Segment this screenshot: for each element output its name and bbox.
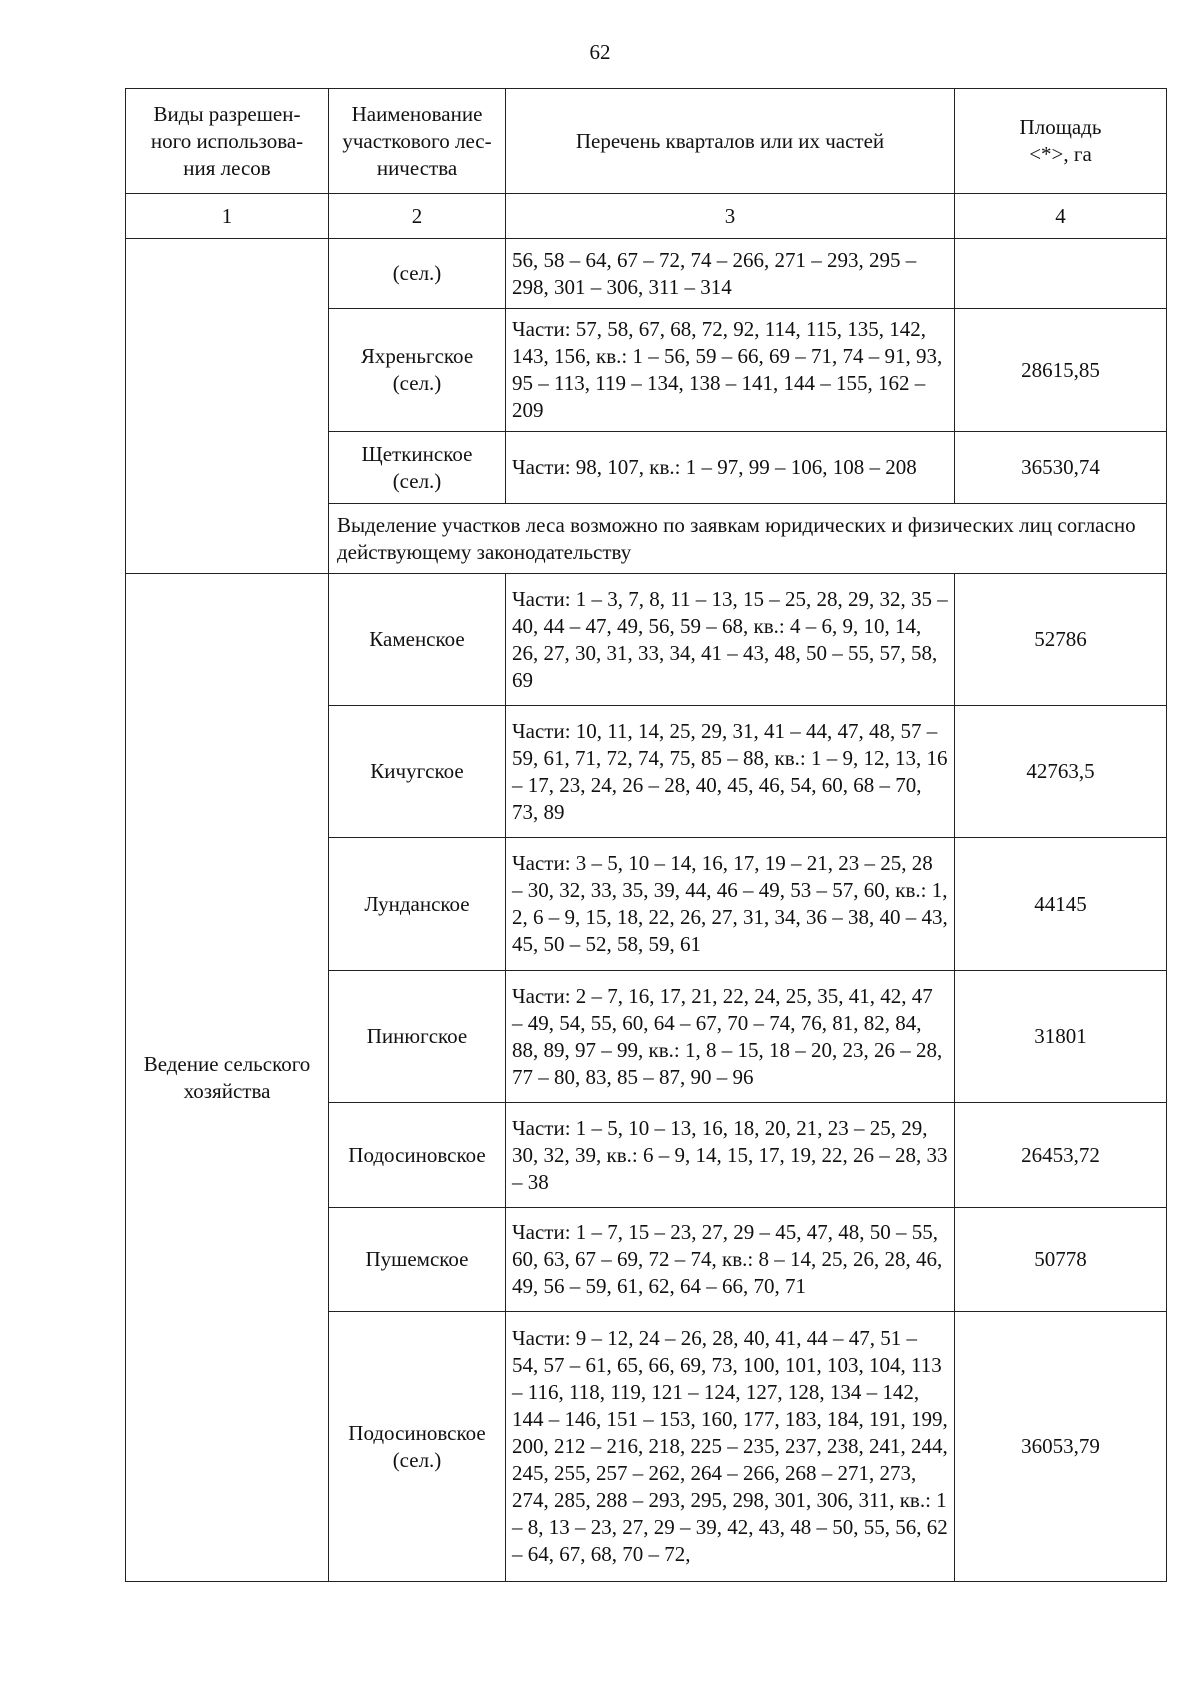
forestry-cell: Лунданское [329, 838, 506, 971]
header-quarters-text: Перечень кварталов или их частей [575, 128, 885, 153]
area-cell: 26453,72 [955, 1103, 1167, 1208]
quarters-cell: Части: 1 – 7, 15 – 23, 27, 29 – 45, 47, 48, 50 – 55, 60, 63, 67 – 69, 72 – 74, кв.: 8 – 14, 25, 26, 28, 46, 49, 56 – 59, 61, 62, 64 – 66, 70, 71 [506, 1208, 955, 1312]
forestry-cell: Каменское [329, 574, 506, 706]
forestry-cell: Пушемское [329, 1208, 506, 1312]
header-row [126, 89, 1167, 194]
note-cell: Выделение участков леса возможно по заявкам юридических и физических лиц согласно действующему законодательству [329, 504, 1167, 574]
quarters-cell: Части: 3 – 5, 10 – 14, 16, 17, 19 – 21, 23 – 25, 28 – 30, 32, 33, 35, 39, 44, 46 – 49, 53 – 57, 60, кв.: 1, 2, 6 – 9, 15, 18, 22, 26, 27, 31, 34, 36 – 38, 40 – 43, 45, 50 – 52, 58, 59, 61 [506, 838, 955, 971]
table-row [126, 239, 1167, 309]
forestry-cell: Яхреньгское (сел.) [329, 309, 506, 432]
header-forestry-text: Наименование участкового лес- ничества [342, 101, 492, 180]
forestry-cell: Пинюгское [329, 971, 506, 1103]
use-type-cell: Ведение сельского хозяйства [126, 574, 329, 1582]
column-number-row [126, 194, 1167, 239]
quarters-cell: Части: 2 – 7, 16, 17, 21, 22, 24, 25, 35, 41, 42, 47 – 49, 54, 55, 60, 64 – 67, 70 – 74, 76, 81, 82, 84, 88, 89, 97 – 99, кв.: 1, 8 – 15, 18 – 20, 23, 26 – 28, 77 – 80, 83, 85 – 87, 90 – 96 [506, 971, 955, 1103]
header-area-text: Площадь <*>, га [1019, 115, 1102, 166]
area-cell: 44145 [955, 838, 1167, 971]
forest-use-table [125, 88, 1167, 1582]
header-use-type-text: Виды разрешен- ного использова- ния лесов [150, 101, 304, 180]
header-area [955, 89, 1167, 194]
area-cell [955, 239, 1167, 309]
forestry-cell: (сел.) [329, 239, 506, 309]
quarters-cell: Части: 98, 107, кв.: 1 – 97, 99 – 106, 108 – 208 [506, 432, 955, 504]
quarters-cell: 56, 58 – 64, 67 – 72, 74 – 266, 271 – 293, 295 – 298, 301 – 306, 311 – 314 [506, 239, 955, 309]
quarters-cell: Части: 1 – 3, 7, 8, 11 – 13, 15 – 25, 28, 29, 32, 35 – 40, 44 – 47, 49, 56, 59 – 68, кв.: 4 – 6, 9, 10, 14, 26, 27, 30, 31, 33, 34, 41 – 43, 48, 50 – 55, 57, 58, 69 [506, 574, 955, 706]
quarters-cell: Части: 10, 11, 14, 25, 29, 31, 41 – 44, 47, 48, 57 – 59, 61, 71, 72, 74, 75, 85 – 88, кв.: 1 – 9, 12, 13, 16 – 17, 23, 24, 26 – 28, 40, 45, 46, 54, 60, 68 – 70, 73, 89 [506, 706, 955, 838]
area-cell: 31801 [955, 971, 1167, 1103]
header-forestry [329, 89, 506, 194]
header-quarters [506, 89, 955, 194]
use-type-cell [126, 239, 329, 574]
area-cell: 36053,79 [955, 1312, 1167, 1582]
table-row [126, 574, 1167, 706]
header-use-type [126, 89, 329, 194]
area-cell: 36530,74 [955, 432, 1167, 504]
column-number-2: 2 [329, 194, 506, 239]
forestry-cell: Кичугское [329, 706, 506, 838]
forestry-cell: Щеткинское (сел.) [329, 432, 506, 504]
quarters-cell: Части: 57, 58, 67, 68, 72, 92, 114, 115, 135, 142, 143, 156, кв.: 1 – 56, 59 – 66, 69 – 71, 74 – 91, 93, 95 – 113, 119 – 134, 138 – 141, 144 – 155, 162 – 209 [506, 309, 955, 432]
column-number-4: 4 [955, 194, 1167, 239]
quarters-cell: Части: 1 – 5, 10 – 13, 16, 18, 20, 21, 23 – 25, 29, 30, 32, 39, кв.: 6 – 9, 14, 15, 17, 19, 22, 26 – 28, 33 – 38 [506, 1103, 955, 1208]
quarters-cell: Части: 9 – 12, 24 – 26, 28, 40, 41, 44 – 47, 51 – 54, 57 – 61, 65, 66, 69, 73, 100, 101, 103, 104, 113 – 116, 118, 119, 121 – 124, 127, 128, 134 – 142, 144 – 146, 151 – 153, 160, 177, 183, 184, 191, 199, 200, 212 – 216, 218, 225 – 235, 237, 238, 241, 244, 245, 255, 257 – 262, 264 – 266, 268 – 271, 273, 274, 285, 288 – 293, 295, 298, 301, 306, 311, кв.: 1 – 8, 13 – 23, 27, 29 – 39, 42, 43, 48 – 50, 55, 56, 62 – 64, 67, 68, 70 – 72, [506, 1312, 955, 1582]
area-cell: 50778 [955, 1208, 1167, 1312]
forestry-cell: Подосиновское (сел.) [329, 1312, 506, 1582]
page-number: 62 [589, 40, 611, 64]
column-number-1: 1 [126, 194, 329, 239]
area-cell: 42763,5 [955, 706, 1167, 838]
column-number-3: 3 [506, 194, 955, 239]
area-cell: 28615,85 [955, 309, 1167, 432]
forestry-cell: Подосиновское [329, 1103, 506, 1208]
area-cell: 52786 [955, 574, 1167, 706]
